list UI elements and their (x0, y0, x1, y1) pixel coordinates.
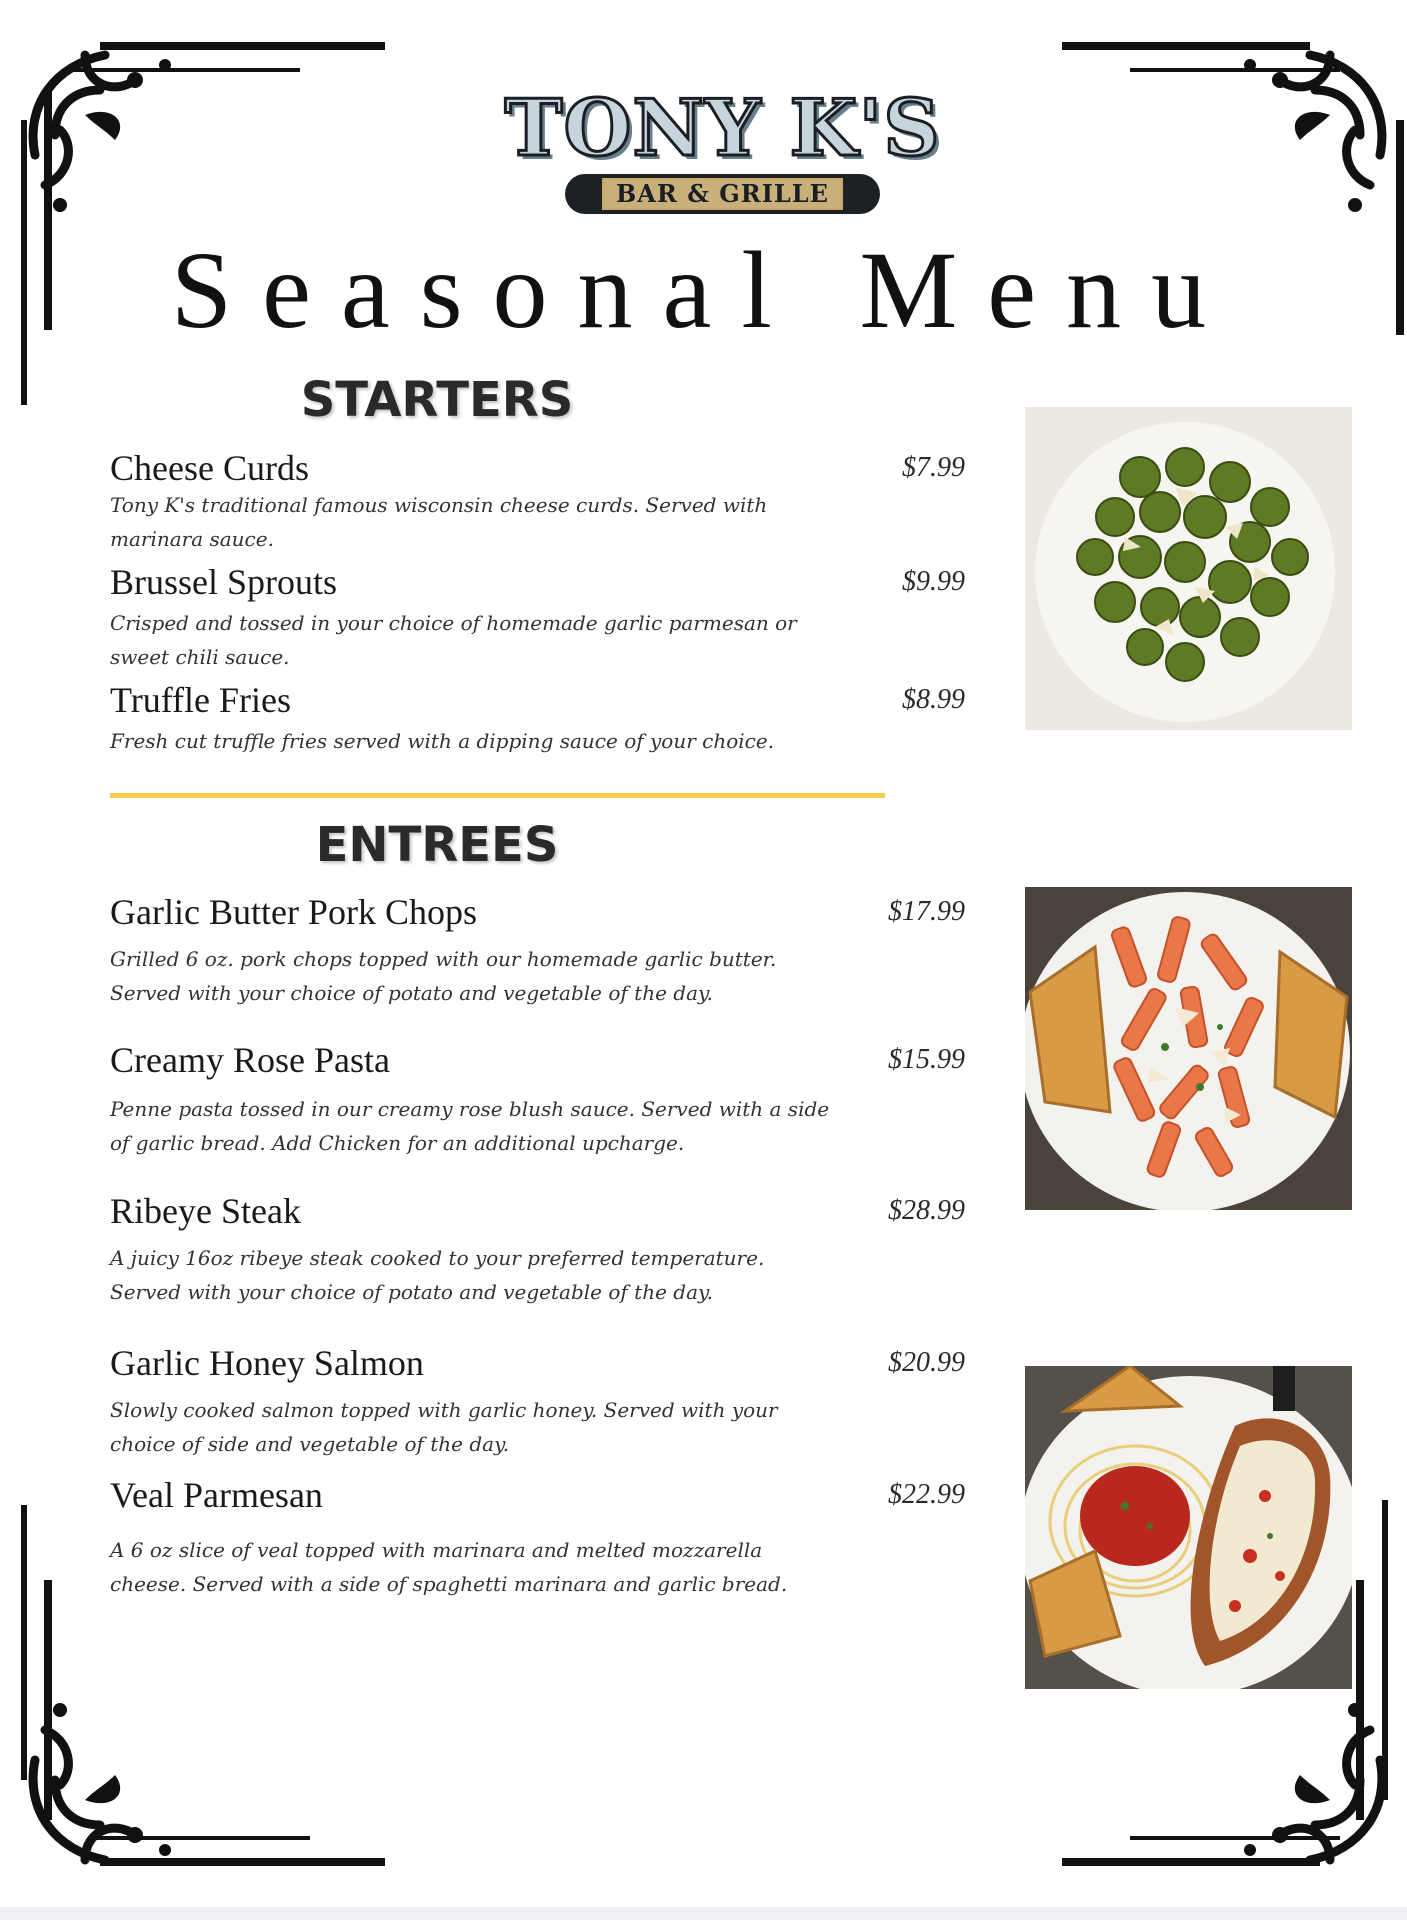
item-name: Truffle Fries (110, 680, 292, 720)
logo-subtitle: BAR & GRILLE (602, 178, 843, 210)
starters-heading: STARTERS (300, 372, 574, 428)
top-right-ornament-icon (1210, 35, 1400, 225)
bottom-left-ornament-icon (15, 1690, 205, 1880)
section-divider (110, 793, 885, 798)
item-price: $9.99 (902, 566, 965, 597)
rose-pasta-photo (1025, 887, 1352, 1210)
item-name: Veal Parmesan (110, 1475, 323, 1515)
logo-name: TONY K'S (504, 83, 941, 174)
item-description: Penne pasta tossed in our creamy rose blush sauce. Served with a side of garlic bread. Add Chicken for an additional upcharge. (110, 1097, 830, 1155)
item-price: $7.99 (902, 452, 965, 483)
item-name: Garlic Honey Salmon (110, 1343, 424, 1383)
item-price: $8.99 (902, 684, 965, 715)
item-description: Tony K's traditional famous wisconsin cheese curds. Served with marinara sauce. (110, 493, 768, 551)
veal-parmesan-photo (1025, 1366, 1352, 1689)
item-description: Fresh cut truffle fries served with a dipping sauce of your choice. (110, 729, 775, 753)
item-description: Crisped and tossed in your choice of homemade garlic parmesan or sweet chili sauce. (110, 611, 797, 669)
item-description: A 6 oz slice of veal topped with marinara and melted mozzarella cheese. Served with a side of spaghetti marinara and garlic bread. (110, 1538, 788, 1596)
item-description: Slowly cooked salmon topped with garlic honey. Served with your choice of side and vegetable of the day. (110, 1398, 778, 1456)
top-left-ornament-icon (15, 35, 205, 225)
item-name: Ribeye Steak (110, 1191, 301, 1231)
item-price: $15.99 (888, 1044, 965, 1075)
item-name: Creamy Rose Pasta (110, 1040, 390, 1080)
brussel-sprouts-photo (1025, 407, 1352, 730)
item-name: Garlic Butter Pork Chops (110, 892, 477, 932)
item-price: $20.99 (888, 1347, 965, 1378)
item-price: $22.99 (888, 1479, 965, 1510)
bottom-right-ornament-icon (1210, 1690, 1400, 1880)
page-title: Seasonal Menu (170, 229, 1237, 351)
item-name: Cheese Curds (110, 448, 309, 488)
item-price: $17.99 (888, 896, 965, 927)
item-name: Brussel Sprouts (110, 562, 338, 602)
item-description: A juicy 16oz ribeye steak cooked to your preferred temperature. Served with your choice of potato and vegetable of the day. (110, 1246, 765, 1304)
logo-badge (565, 174, 880, 214)
entrees-heading: ENTREES (315, 817, 559, 873)
restaurant-logo (495, 83, 950, 220)
item-price: $28.99 (888, 1195, 965, 1226)
item-description: Grilled 6 oz. pork chops topped with our homemade garlic butter. Served with your choice of potato and vegetable of the day. (110, 947, 777, 1005)
